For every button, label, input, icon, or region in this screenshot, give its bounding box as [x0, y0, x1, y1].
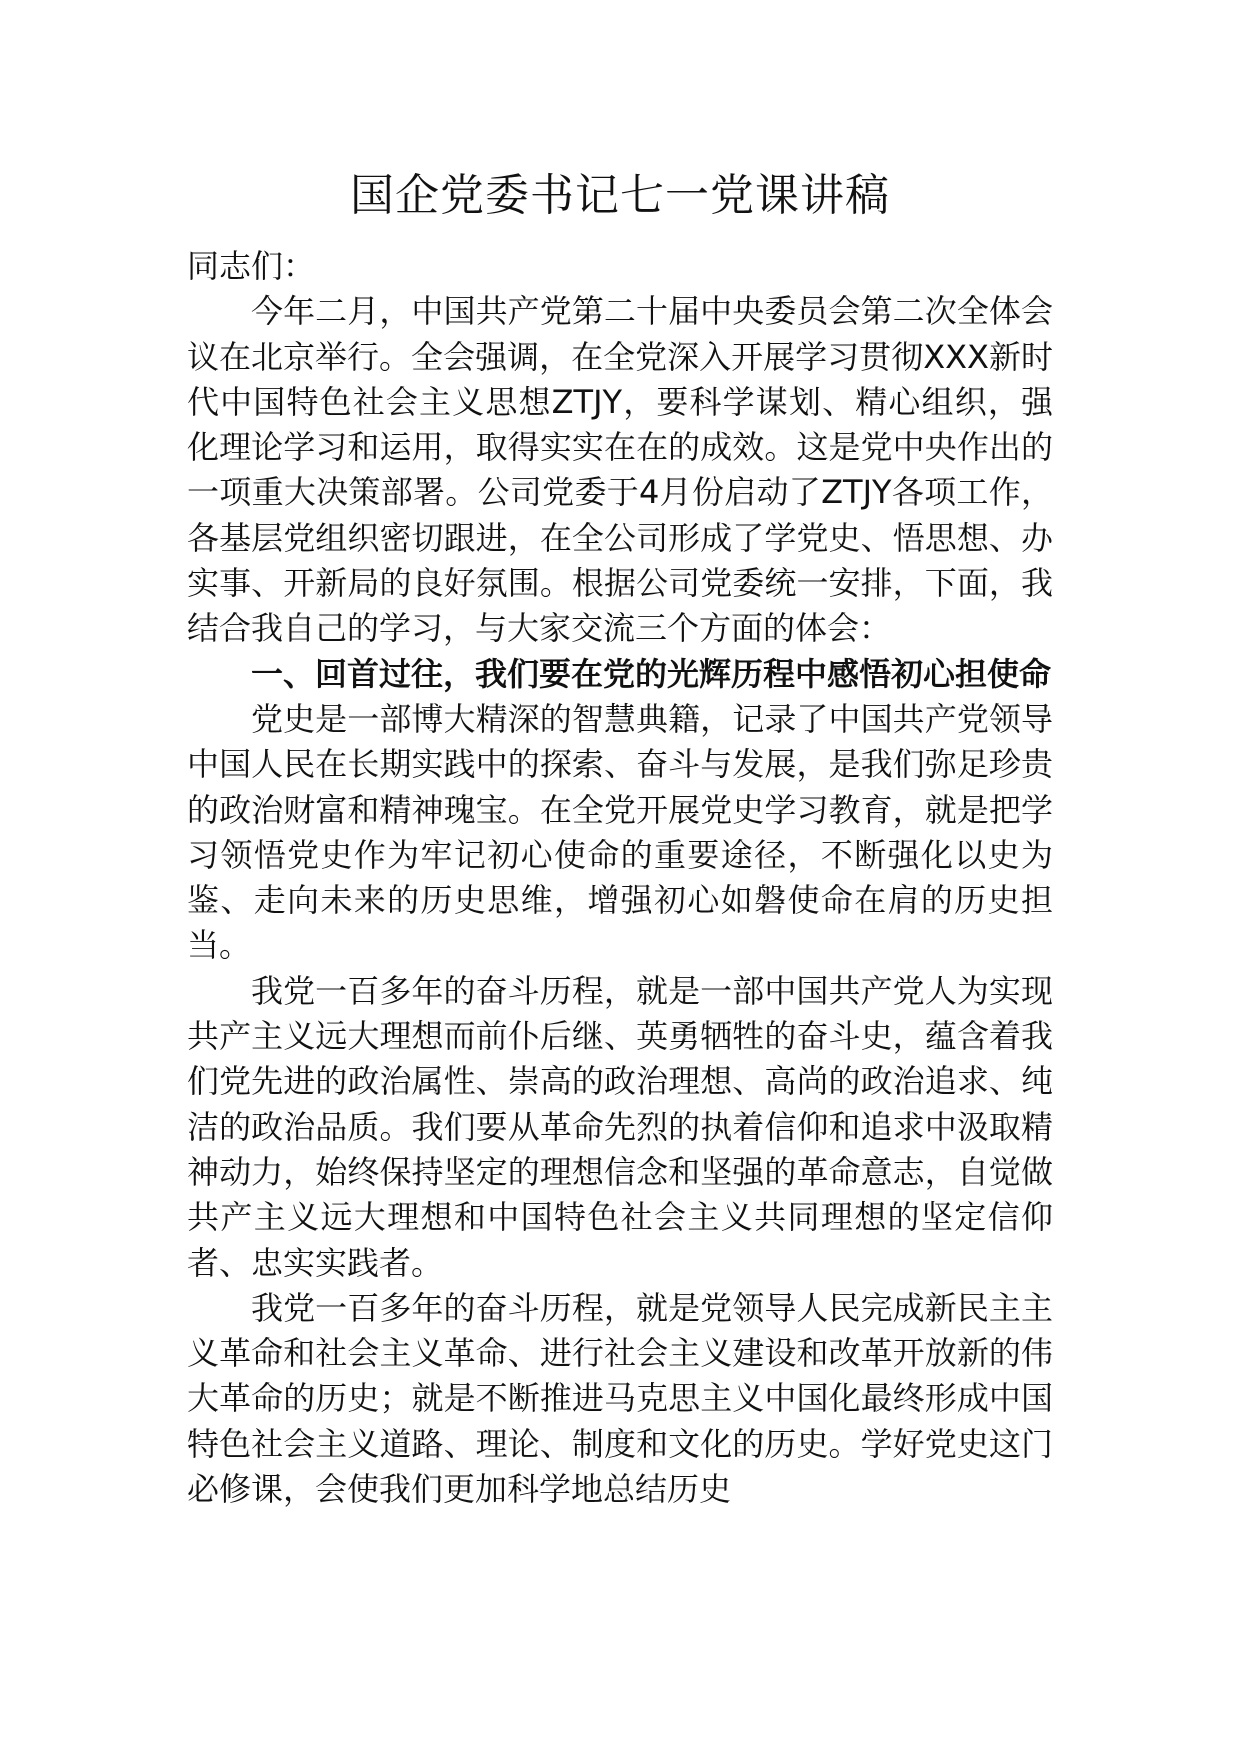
document-body	[187, 244, 1053, 1512]
section-heading-1: 一、回首过往，我们要在党的光辉历程中感悟初心担使命	[251, 654, 1052, 693]
paragraph-party-history: 党史是一部博大精深的智慧典籍，记录了中国共产党领导中国人民在长期实践中的探索、奋斗与发展，是我们弥足珍贵的政治财富和精神瑰宝。在全党开展党史学习教育，就是把学习领悟党史作为牢记初心使命的重要途径，不断强化以史为鉴、走向未来的历史思维，增强初心如磐使命在肩的历史担当。	[187, 699, 1053, 965]
salutation: 同志们：	[187, 247, 316, 285]
paragraph-revolution-history: 我党一百多年的奋斗历程，就是党领导人民完成新民主主义革命和社会主义革命、进行社会主义建设和改革开放新的伟大革命的历史；就是不断推进马克思主义中国化最终形成中国特色社会主义道路、理论、制度和文化的历史。学好党史这门必修课，会使我们更加科学地总结历史	[187, 1288, 1053, 1509]
document-title: 国企党委书记七一党课讲稿	[350, 170, 890, 221]
paragraph-struggle-history: 我党一百多年的奋斗历程，就是一部中国共产党人为实现共产主义远大理想而前仆后继、英勇牺牲的奋斗史，蕴含着我们党先进的政治属性、崇高的政治理想、高尚的政治追求、纯洁的政治品质。我们要从革命先烈的执着信仰和追求中汲取精神动力，始终保持坚定的理想信念和坚强的革命意志，自觉做共产主义远大理想和中国特色社会主义共同理想的坚定信仰者、忠实实践者。	[187, 971, 1053, 1282]
paragraph-intro: 今年二月，中国共产党第二十届中央委员会第二次全体会议在北京举行。全会强调，在全党深入开展学习贯彻XXX新时代中国特色社会主义思想ZTJY，要科学谋划、精心组织，强化理论学习和运用，取得实实在在的成效。这是党中央作出的一项重大决策部署。公司党委于4月份启动了ZTJY各项工作，各基层党组织密切跟进，在全公司形成了学党史、悟思想、办实事、开新局的良好氛围。根据公司党委统一安排，下面，我结合我自己的学习，与大家交流三个方面的体会：	[187, 292, 1053, 648]
